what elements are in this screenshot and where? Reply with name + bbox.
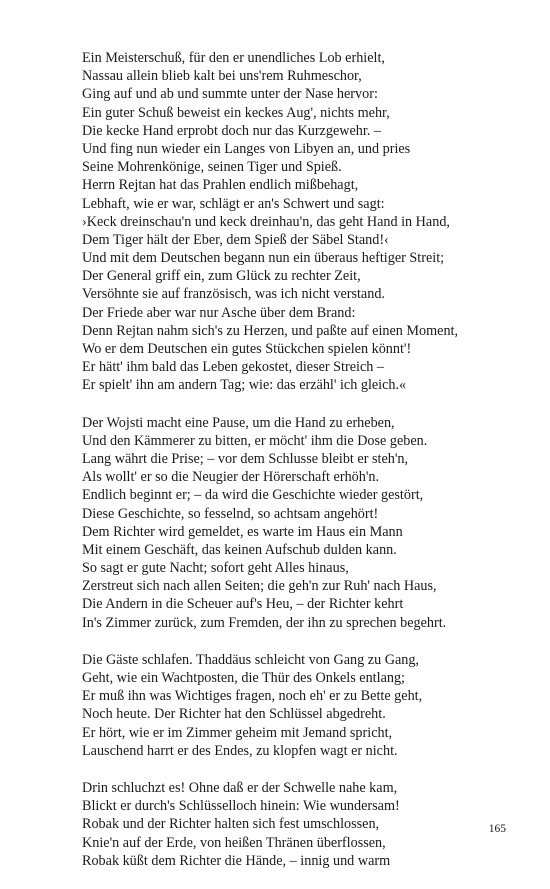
stanza-2 — [82, 414, 522, 632]
text-line: Die Andern in die Scheuer auf's Heu, – der Richter kehrt — [82, 596, 404, 613]
text-line: Lebhaft, wie er war, schlägt er an's Schwert und sagt: — [82, 195, 385, 212]
stanza-4 — [82, 779, 522, 870]
text-line: Er muß ihn was Wichtiges fragen, noch eh' er zu Bette geht, — [82, 688, 423, 705]
text-line: Seine Mohrenkönige, seinen Tiger und Spieß. — [82, 159, 342, 176]
page-number: 165 — [488, 823, 506, 835]
text-line: Wo er dem Deutschen ein gutes Stückchen spielen könnt'! — [82, 341, 412, 357]
stanza-3 — [82, 651, 522, 760]
text-line: Noch heute. Der Richter hat den Schlüssel abgedreht. — [82, 706, 386, 723]
text-line: Der Friede aber war nur Asche über dem Brand: — [82, 304, 356, 321]
text-line: Die kecke Hand erprobt doch nur das Kurzgewehr. – — [82, 122, 382, 139]
text-line: Endlich beginnt er; – da wird die Geschichte wieder gestört, — [82, 487, 424, 504]
text-line: Dem Tiger hält der Eber, dem Spieß der Säbel Stand!‹ — [82, 231, 389, 248]
text-line: Diese Geschichte, so fesselnd, so achtsam angehört! — [82, 505, 379, 522]
text-line: Dem Richter wird gemeldet, es warte im Haus ein Mann — [82, 523, 403, 540]
text-line: Mit einem Geschäft, das keinen Aufschub dulden kann. — [82, 541, 397, 558]
text-line: Robak und der Richter halten sich fest umschlossen, — [82, 816, 380, 833]
text-line: Er hört, wie er im Zimmer geheim mit Jemand spricht, — [82, 724, 393, 741]
text-line: Und fing nun wieder ein Langes von Libyen an, und pries — [82, 140, 411, 157]
text-line: Die Gäste schlafen. Thaddäus schleicht von Gang zu Gang, — [82, 651, 419, 668]
text-line: Lang währt die Prise; – vor dem Schlusse bleibt er steh'n, — [82, 450, 409, 467]
text-line: Nassau allein blieb kalt bei uns'rem Ruhmeschor, — [82, 68, 362, 85]
text-line: So sagt er gute Nacht; sofort geht Alles hinaus, — [82, 560, 349, 577]
text-line: Und den Kämmerer zu bitten, er möcht' ihm die Dose geben. — [82, 432, 428, 449]
text-line: Geht, wie ein Wachtposten, die Thür des Onkels entlang; — [82, 670, 405, 686]
text-line: Robak küßt dem Richter die Hände, – innig und warm — [82, 852, 391, 869]
text-line: Knie'n auf der Erde, von heißen Thränen überflossen, — [82, 834, 386, 851]
text-line: Blickt er durch's Schlüsselloch hinein: Wie wundersam! — [82, 798, 400, 815]
stanza-1 — [82, 49, 522, 395]
text-line: Zerstreut sich nach allen Seiten; die geh'n zur Ruh' nach Haus, — [82, 578, 437, 595]
text-line: Herrn Rejtan hat das Prahlen endlich mißbehagt, — [82, 177, 359, 194]
text-line: Lauschend harrt er des Endes, zu klopfen wagt er nicht. — [82, 742, 398, 759]
page-body — [82, 49, 522, 889]
text-line: Der Wojsti macht eine Pause, um die Hand zu erheben, — [82, 414, 395, 431]
text-line: In's Zimmer zurück, zum Fremden, der ihn zu sprechen begehrt. — [82, 614, 447, 631]
text-line: Ging auf und ab und summte unter der Nase hervor: — [82, 86, 378, 103]
text-line: Denn Rejtan nahm sich's zu Herzen, und paßte auf einen Moment, — [82, 322, 459, 339]
text-line: Er hätt' ihm bald das Leben gekostet, dieser Streich – — [82, 359, 384, 376]
text-line: Und mit dem Deutschen begann nun ein überaus heftiger Streit; — [82, 250, 445, 267]
text-line: Drin schluchzt es! Ohne daß er der Schwelle nahe kam, — [82, 779, 398, 796]
text-line: Der General griff ein, zum Glück zu rechter Zeit, — [82, 268, 361, 285]
text-line: ›Keck dreinschau'n und keck dreinhau'n, das geht Hand in Hand, — [82, 213, 450, 230]
text-line: Als wollt' er so die Neugier der Hörerschaft erhöh'n. — [82, 469, 380, 486]
text-line: Ein guter Schuß beweist ein keckes Aug', nichts mehr, — [82, 104, 390, 121]
text-line: Versöhnte sie auf französisch, was ich nicht verstand. — [82, 286, 385, 303]
text-line: Er spielt' ihn am andern Tag; wie: das erzähl' ich gleich.« — [82, 377, 407, 394]
text-line: Ein Meisterschuß, für den er unendliches Lob erhielt, — [82, 50, 385, 66]
